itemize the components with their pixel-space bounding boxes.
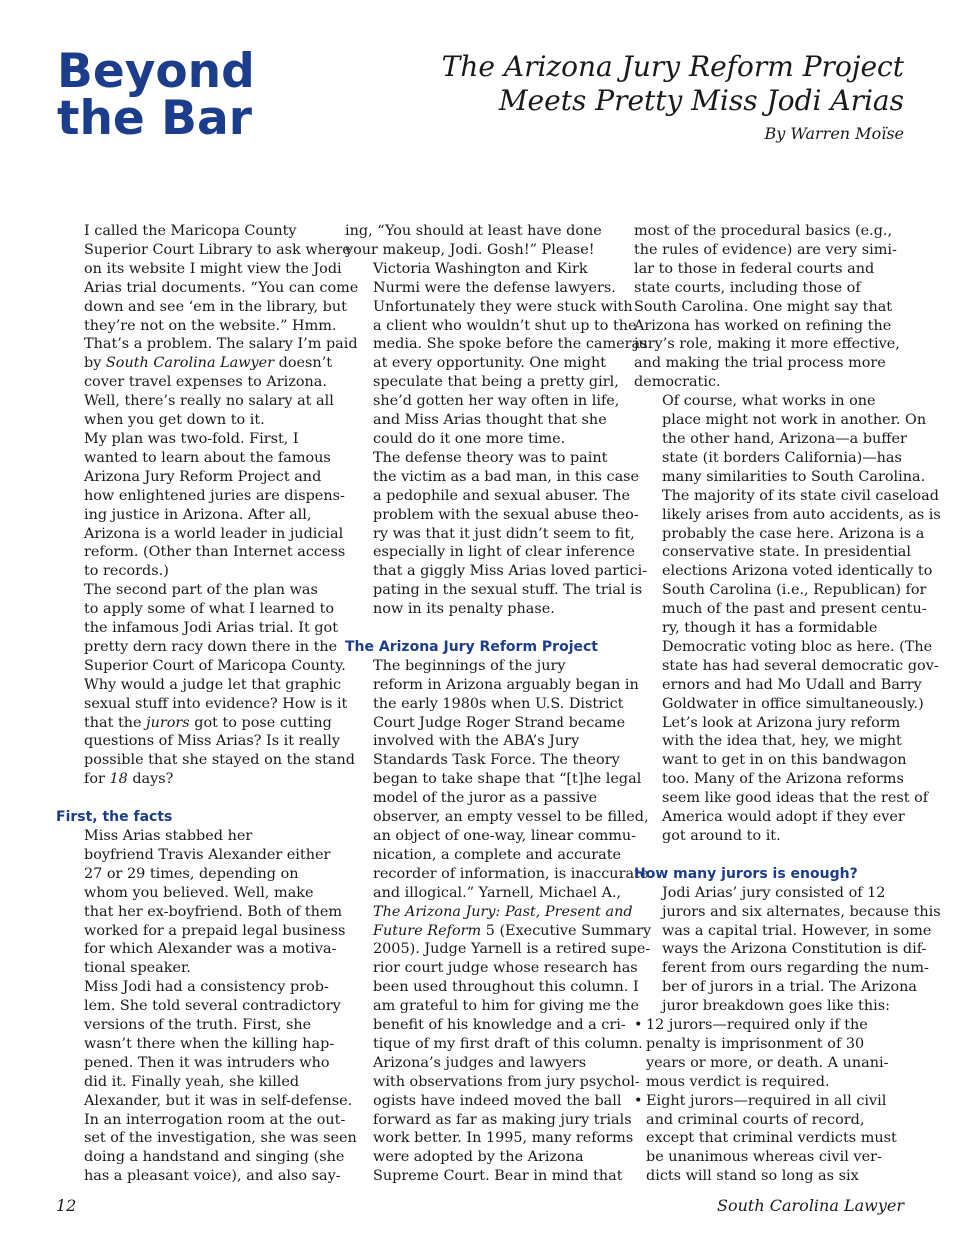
text-line: could do it one more time. <box>373 430 566 447</box>
text-line: worked for a prepaid legal business <box>84 922 346 939</box>
text-line: conservative state. In presidential <box>662 544 911 561</box>
text-line: forward as far as making jury trials <box>373 1111 632 1128</box>
text-line: the rules of evidence) are very simi- <box>634 241 897 258</box>
text-line: Jodi Arias’ jury consisted of 12 <box>662 884 886 901</box>
bullet-icon: • <box>634 1017 643 1034</box>
text-line: an object of one-way, linear commu- <box>373 827 637 844</box>
article-title-line-2: Meets Pretty Miss Jodi Arias <box>498 84 904 117</box>
text-line: reform in Arizona arguably began in <box>373 676 639 693</box>
text-line: Miss Jodi had a consistency prob- <box>84 979 329 996</box>
text-line: and making the trial process more <box>634 355 886 372</box>
text-line: too. Many of the Arizona reforms <box>662 771 904 788</box>
bullet-item <box>634 1016 906 1092</box>
text-line: South Carolina. One might say that <box>634 298 893 315</box>
text-line: Superior Court Library to ask where <box>84 241 351 258</box>
text-line: set of the investigation, she was seen <box>84 1130 357 1147</box>
text-line: am grateful to him for giving me the <box>373 998 640 1015</box>
masthead-line-1: Beyond <box>57 44 255 99</box>
text-line: South Carolina (i.e., Republican) for <box>662 582 927 599</box>
text-line: benefit of his knowledge and a cri- <box>373 1017 626 1034</box>
text-line: democratic. <box>634 374 721 391</box>
text-line: whom you believed. Well, make <box>84 884 314 901</box>
bullet-icon: • <box>634 1092 643 1109</box>
publication-name: South Carolina Lawyer <box>717 1196 904 1215</box>
text-line: to apply some of what I learned to <box>84 601 335 618</box>
text-line: Well, there’s really no salary at all <box>84 393 334 410</box>
text-line: and Miss Arias thought that she <box>373 412 607 429</box>
text-line: Victoria Washington and Kirk <box>373 260 588 277</box>
text-line: Goldwater in office simultaneously.) <box>662 695 924 712</box>
text-line: did it. Finally yeah, she killed <box>84 1073 300 1090</box>
text-line: on its website I might view the Jodi <box>84 260 342 277</box>
text-line: Arias trial documents. “You can come <box>84 279 359 296</box>
text-line: The Arizona Jury: Past, Present and <box>373 903 633 920</box>
section-heading: The Arizona Jury Reform Project <box>345 638 598 655</box>
text-line: tique of my first draft of this column. <box>373 1035 643 1052</box>
text-line: for 18 days? <box>84 771 174 788</box>
text-line: jury’s role, making it more effective, <box>634 336 900 353</box>
text-line: wasn’t there when the killing hap- <box>84 1035 335 1052</box>
text-line: want to get in on this bandwagon <box>662 752 907 769</box>
text-line: lem. She told several contradictory <box>84 998 341 1015</box>
text-line: elections Arizona voted identically to <box>662 563 933 580</box>
text-line: lar to those in federal courts and <box>634 260 875 277</box>
text-line: The beginnings of the jury <box>373 657 566 674</box>
text-line: ing justice in Arizona. After all, <box>84 506 312 523</box>
text-line: dicts will stand so long as six <box>646 1168 859 1185</box>
section-heading: First, the facts <box>56 809 173 826</box>
text-line: pating in the sexual stuff. The trial is <box>373 582 643 599</box>
text-line: place might not work in another. On <box>662 412 927 429</box>
text-line: recorder of information, is inaccurate <box>373 865 649 882</box>
paragraph <box>345 260 648 449</box>
text-line: your makeup, Jodi. Gosh!” Please! <box>345 241 595 258</box>
text-line: ing, “You should at least have done <box>345 223 602 239</box>
text-line: were adopted by the Arizona <box>373 1149 584 1166</box>
text-line: the victim as a bad man, in this case <box>373 468 640 485</box>
text-line: ber of jurors in a trial. The Arizona <box>662 979 917 996</box>
text-line: Of course, what works in one <box>662 393 876 410</box>
text-line: The majority of its state civil caseload <box>662 487 939 504</box>
text-line: with the idea that, hey, we might <box>662 733 902 750</box>
text-line: penalty is imprisonment of 30 <box>646 1035 865 1052</box>
byline: By Warren Moïse <box>764 124 904 143</box>
text-line: state has had several democratic gov- <box>662 657 939 674</box>
text-line: began to take shape that “[t]he legal <box>373 771 642 788</box>
text-line: be unanimous whereas civil ver- <box>646 1149 882 1166</box>
bullet-text <box>646 1016 906 1092</box>
bullet-text <box>646 1092 906 1187</box>
masthead-line-2: the Bar <box>57 91 252 146</box>
text-line: Arizona has worked on refining the <box>634 317 892 334</box>
text-line: that her ex-boyfriend. Both of them <box>84 903 343 920</box>
page-number: 12 <box>56 1196 77 1215</box>
text-line: state courts, including those of <box>634 279 861 296</box>
text-line: observer, an empty vessel to be filled, <box>373 809 649 826</box>
text-line: ogists have indeed moved the ball <box>373 1092 622 1109</box>
text-line: now in its penalty phase. <box>373 601 555 618</box>
text-line: doing a handstand and singing (she <box>84 1149 345 1166</box>
text-line: possible that she stayed on the stand <box>84 752 355 769</box>
text-line: Arizona’s judges and lawyers <box>373 1054 587 1071</box>
text-line: In an interrogation room at the out- <box>84 1111 346 1128</box>
text-line: has a pleasant voice), and also say- <box>84 1168 341 1185</box>
paragraph <box>634 884 941 1016</box>
text-line: I called the Maricopa County <box>84 223 297 239</box>
text-line: much of the past and present centu- <box>662 601 927 618</box>
text-line: reform. (Other than Internet access <box>84 544 346 561</box>
text-line: state (it borders California)—has <box>662 449 902 466</box>
paragraph <box>56 827 346 978</box>
text-line: except that criminal verdicts must <box>646 1130 897 1147</box>
text-line: 2005). Judge Yarnell is a retired supe- <box>373 941 651 958</box>
text-line: model of the juror as a passive <box>373 790 598 807</box>
text-line: Democratic voting bloc as here. (The <box>662 638 933 655</box>
text-line: years or more, or death. A unani- <box>646 1054 889 1071</box>
text-line: Let’s look at Arizona jury reform <box>662 714 901 731</box>
text-line: nication, a complete and accurate <box>373 846 622 863</box>
text-line: ry, though it has a formidable <box>662 620 878 637</box>
text-line: especially in light of clear inference <box>373 544 635 561</box>
text-line: Superior Court of Maricopa County. <box>84 657 346 674</box>
text-line: ernors and had Mo Udall and Barry <box>662 676 922 693</box>
article-title-line-1: The Arizona Jury Reform Project <box>441 50 904 83</box>
text-line: involved with the ABA’s Jury <box>373 733 580 750</box>
text-line: Supreme Court. Bear in mind that <box>373 1168 623 1185</box>
text-line: The second part of the plan was <box>84 582 318 599</box>
text-line: versions of the truth. First, she <box>84 1017 312 1034</box>
text-line: by South Carolina Lawyer doesn’t <box>84 355 333 372</box>
text-line: The defense theory was to paint <box>373 449 608 466</box>
paragraph <box>56 581 355 789</box>
paragraph <box>634 714 929 846</box>
text-line: to records.) <box>84 563 169 580</box>
text-line: ways the Arizona Constitution is dif- <box>662 941 927 958</box>
text-line: a pedophile and sexual abuser. The <box>373 487 630 504</box>
text-line: Arizona is a world leader in judicial <box>84 525 344 542</box>
paragraph <box>345 1054 640 1186</box>
text-line: tional speaker. <box>84 960 191 977</box>
text-line: got around to it. <box>662 828 781 844</box>
text-line: speculate that being a pretty girl, <box>373 374 619 391</box>
text-line: down and see ‘em in the library, but <box>84 298 347 315</box>
text-line: ferent from ours regarding the num- <box>662 960 929 977</box>
text-line: when you get down to it. <box>84 412 265 429</box>
column-2 <box>345 222 652 1186</box>
paragraph <box>56 222 359 430</box>
text-line: Court Judge Roger Strand became <box>373 714 626 731</box>
text-line: jurors and six alternates, because this <box>662 903 941 920</box>
text-line: Future Reform 5 (Executive Summary <box>373 922 652 939</box>
text-line: 12 jurors—required only if the <box>646 1017 868 1034</box>
text-line: sexual stuff into evidence? How is it <box>84 695 348 712</box>
bullet-item <box>634 1092 906 1187</box>
text-line: pened. Then it was intruders who <box>84 1054 330 1071</box>
column-3 <box>634 222 941 1186</box>
text-line: many similarities to South Carolina. <box>662 468 926 485</box>
text-line: Unfortunately they were stuck with <box>373 298 633 315</box>
paragraph <box>56 978 357 1186</box>
text-line: probably the case here. Arizona is a <box>662 525 925 542</box>
text-line: That’s a problem. The salary I’m paid <box>84 336 358 353</box>
paragraph <box>345 222 617 260</box>
text-line: and criminal courts of record, <box>646 1111 865 1128</box>
text-line: Miss Arias stabbed her <box>84 827 253 844</box>
text-line: how enlightened juries are dispens- <box>84 487 345 504</box>
text-line: juror breakdown goes like this: <box>662 998 890 1015</box>
text-line: the other hand, Arizona—a buffer <box>662 430 907 447</box>
paragraph <box>345 657 652 1054</box>
masthead <box>57 44 255 146</box>
text-line: Alexander, but it was in self-defense. <box>84 1092 353 1109</box>
text-line: rior court judge whose research has <box>373 960 638 977</box>
text-line: with observations from jury psychol- <box>373 1073 640 1090</box>
text-line: most of the procedural basics (e.g., <box>634 223 893 239</box>
text-line: 27 or 29 times, depending on <box>84 865 299 882</box>
text-line: Standards Task Force. The theory <box>373 752 620 769</box>
text-line: work better. In 1995, many reforms <box>373 1130 634 1147</box>
paragraph <box>634 222 906 392</box>
text-line: My plan was two-fold. First, I <box>84 430 299 447</box>
text-line: cover travel expenses to Arizona. <box>84 374 327 391</box>
text-line: and illogical.” Yarnell, Michael A., <box>373 884 622 901</box>
text-line: wanted to learn about the famous <box>84 449 331 466</box>
text-line: Nurmi were the defense lawyers. <box>373 279 616 296</box>
text-line: mous verdict is required. <box>646 1073 830 1090</box>
column-1 <box>56 222 359 1186</box>
text-line: that the jurors got to pose cutting <box>84 714 332 731</box>
text-line: problem with the sexual abuse theo- <box>373 506 639 523</box>
text-line: at every opportunity. One might <box>373 355 607 372</box>
text-line: was a capital trial. However, in some <box>662 922 932 939</box>
text-line: she’d gotten her way often in life, <box>373 393 620 410</box>
text-line: boyfriend Travis Alexander either <box>84 846 331 863</box>
text-line: Why would a judge let that graphic <box>84 676 342 693</box>
text-line: America would adopt if they ever <box>662 809 905 826</box>
text-line: they’re not on the website.” Hmm. <box>84 317 337 334</box>
text-line: the infamous Jodi Arias trial. It got <box>84 620 338 637</box>
text-line: media. She spoke before the cameras <box>373 336 648 353</box>
text-line: the early 1980s when U.S. District <box>373 695 624 712</box>
paragraph <box>345 449 648 619</box>
text-line: likely arises from auto accidents, as is <box>662 506 941 523</box>
text-line: that a giggly Miss Arias loved partici- <box>373 563 648 580</box>
text-line: seem like good ideas that the rest of <box>662 790 929 807</box>
text-line: Eight jurors—required in all civil <box>646 1092 887 1109</box>
text-line: a client who wouldn’t shut up to the <box>373 317 637 334</box>
paragraph <box>634 392 941 713</box>
text-line: questions of Miss Arias? Is it really <box>84 733 340 750</box>
paragraph <box>56 430 346 581</box>
text-line: ry was that it just didn’t seem to fit, <box>373 525 635 542</box>
text-line: Arizona Jury Reform Project and <box>84 468 322 485</box>
text-line: pretty dern racy down there in the <box>84 638 338 655</box>
section-heading: How many jurors is enough? <box>634 865 858 882</box>
article-title <box>442 50 904 118</box>
text-line: been used throughout this column. I <box>373 979 639 996</box>
text-line: for which Alexander was a motiva- <box>84 941 337 958</box>
